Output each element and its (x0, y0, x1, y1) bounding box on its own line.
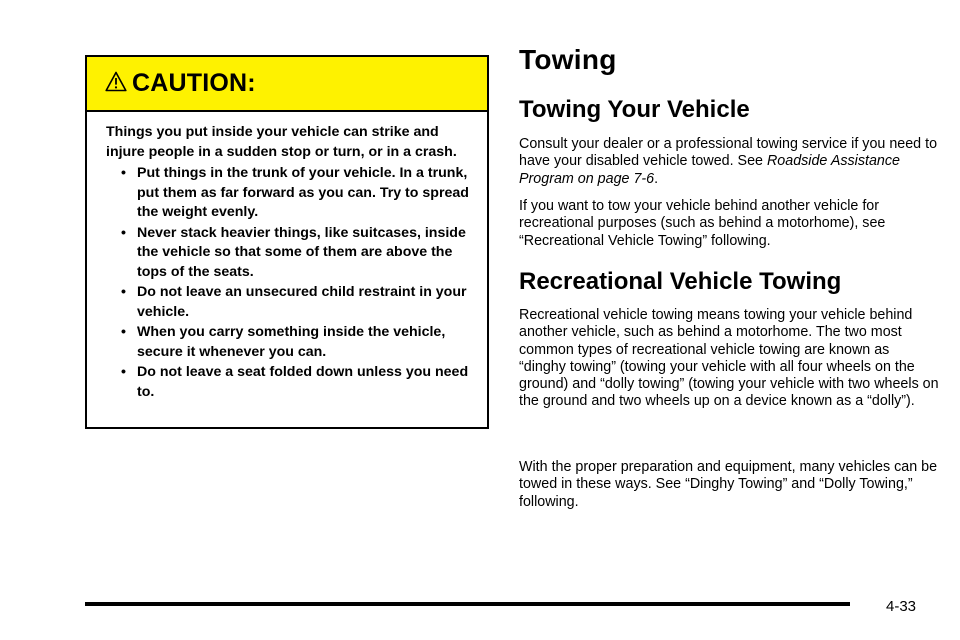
heading-towing-your-vehicle: Towing Your Vehicle (519, 96, 750, 123)
caution-intro: Things you put inside your vehicle can strike and injure people in a sudden stop or turn, or in a crash. (106, 124, 457, 160)
list-item: • When you carry something inside the vehicle, secure it whenever you can. (121, 324, 446, 360)
caution-list (119, 164, 487, 402)
list-item: • Do not leave a seat folded down unless you need to. (121, 364, 469, 400)
paragraph: Recreational vehicle towing means towing your vehicle behind another vehicle, such as behind a motorhome. The two most common types of recreational vehicle towing are known as “dinghy towing” (towing your vehicle with all four wheels on the ground) and “dolly towing” (towing your vehicle with two wheels on the ground and two wheels up on a device known as a “dolly”). (519, 307, 939, 410)
caution-body (87, 112, 487, 402)
cross-reference: Roadside Assistance Program on page 7-6 (519, 153, 900, 187)
page-number: 4-33 (886, 598, 917, 615)
caution-box (85, 55, 489, 429)
list-item: • Never stack heavier things, like suitcases, inside the vehicle so that some of them are above the tops of the seats. (121, 224, 466, 280)
bullet-icon: • (121, 324, 126, 340)
bullet-icon: • (121, 165, 126, 181)
warning-triangle-icon (105, 71, 127, 92)
list-item: • Put things in the trunk of your vehicle. In a trunk, put them as far forward as you can. Try to spread the weight evenly. (121, 165, 469, 220)
paragraph: Consult your dealer or a professional towing service if you need to have your disabled vehicle towed. See Roadside Assistance Program on page 7-6. (519, 136, 938, 187)
heading-recreational-vehicle-towing: Recreational Vehicle Towing (519, 268, 842, 295)
list-item: • Do not leave an unsecured child restraint in your vehicle. (121, 284, 467, 320)
footer-rule (85, 602, 850, 606)
bullet-icon: • (121, 284, 126, 300)
caution-title: CAUTION: (132, 69, 256, 97)
bullet-icon: • (121, 364, 126, 380)
bullet-icon: • (121, 224, 126, 241)
caution-header (87, 57, 487, 112)
paragraph: If you want to tow your vehicle behind another vehicle for recreational purposes (such as behind a motorhome), see “Recreational Vehicle Towing” following. (519, 198, 886, 249)
paragraph: With the proper preparation and equipment, many vehicles can be towed in these ways. See “Dinghy Towing” and “Dolly Towing,” following. (519, 459, 938, 510)
section-title: Towing (519, 44, 617, 75)
